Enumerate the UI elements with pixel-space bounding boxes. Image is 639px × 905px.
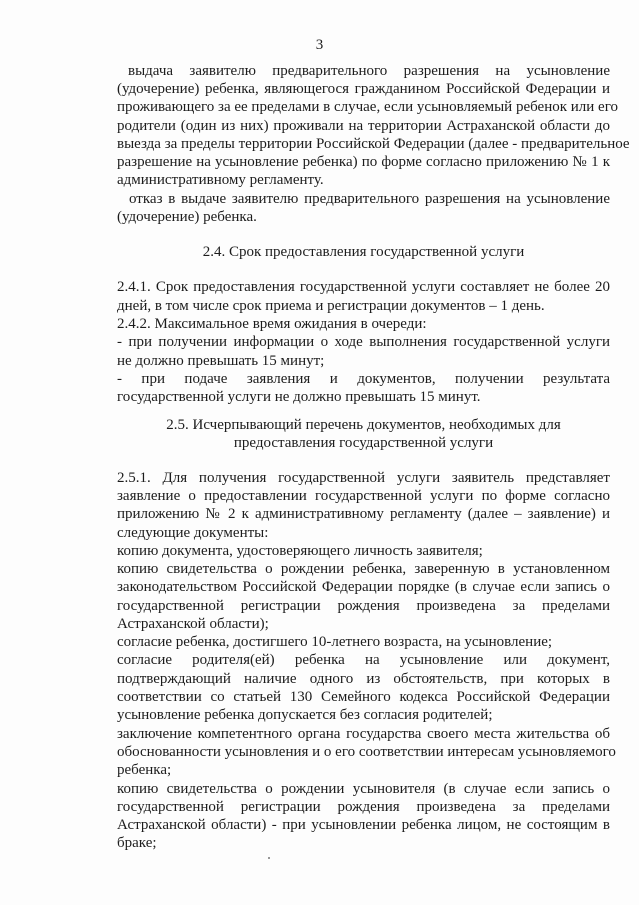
section-2-4-line-2: дней, в том числе срок приема и регистрации документов – 1 день. (117, 298, 545, 314)
section-2-5-line-15: заключение компетентного органа государства своего места жительства об (117, 726, 610, 742)
section-2-5-line-10: согласие ребенка, достигшего 10-летнего возраста, на усыновление; (117, 634, 553, 650)
section-2-4-line-3: 2.4.2. Максимальное время ожидания в очереди: (117, 316, 427, 332)
intro-line-3: проживающего за ее пределами в случае, если усыновляемый ребенок или его (117, 99, 618, 115)
intro-line-5: выезда за пределы территории Российской Федерации (далее - предварительное (117, 136, 630, 152)
section-2-5-line-11: согласие родителя(ей) ребенка на усыновление или документ, (117, 652, 610, 668)
intro-line-7: административному регламенту. (117, 172, 324, 188)
intro-line-9: (удочерение) ребенка. (117, 209, 257, 225)
intro-line-6: разрешение на усыновление ребенка) по форме согласно приложению № 1 к (117, 154, 610, 170)
section-2-5-heading-line-1: 2.5. Исчерпывающий перечень документов, необходимых для (166, 417, 561, 433)
section-2-5-line-1: 2.5.1. Для получения государственной услуги заявитель представляет (117, 470, 610, 486)
section-2-5-line-17: ребенка; (117, 762, 172, 778)
section-2-4-line-1: 2.4.1. Срок предоставления государственной услуги составляет не более 20 (117, 279, 610, 295)
section-2-5-line-7: законодательством Российской Федерации порядке (в случае если запись о (117, 579, 610, 595)
section-2-5-line-3: приложению № 2 к административному регламенту (далее – заявление) и (117, 506, 610, 522)
section-2-5-line-21: браке; (117, 835, 157, 851)
section-2-5-line-12: подтверждающий наличие одного из обстоятельств, при которых в (117, 671, 610, 687)
intro-line-4: родители (один из них) проживали на территории Астраханской области до (117, 118, 610, 134)
section-2-5-line-8: государственной регистрации рождения произведена за пределами (117, 598, 610, 614)
section-2-4-line-7: государственной услуги не должно превышать 15 минут. (117, 389, 481, 405)
section-2-5-line-19: государственной регистрации рождения произведена за пределами (117, 799, 610, 815)
section-2-5-line-2: заявление о предоставлении государственной услуги по форме согласно (117, 488, 610, 504)
section-2-4-line-4: - при получении информации о ходе выполнения государственной услуги (117, 334, 610, 350)
section-2-5-line-20: Астраханской области) - при усыновлении ребенка лицом, не состоящим в (117, 817, 610, 833)
section-2-5-line-16: обоснованности усыновления и о его соответствии интересам усыновляемого (117, 744, 616, 760)
section-2-4-line-5: не должно превышать 15 минут; (117, 353, 325, 369)
section-2-4-heading: 2.4. Срок предоставления государственной услуги (202, 244, 525, 260)
section-2-5-line-13: соответствии со статьей 130 Семейного кодекса Российской Федерации (117, 689, 610, 705)
section-2-5-line-5: копию документа, удостоверяющего личность заявителя; (117, 543, 483, 559)
scan-speck (268, 857, 270, 859)
section-2-5-line-4: следующие документы: (117, 525, 269, 541)
section-2-5-line-6: копию свидетельства о рождении ребенка, заверенную в установленном (117, 561, 610, 577)
section-2-5-line-18: копию свидетельства о рождении усыновителя (в случае если запись о (117, 781, 610, 797)
intro-line-2: (удочерение) ребенка, являющегося гражданином Российской Федерации и (117, 81, 610, 97)
intro-line-8: отказ в выдаче заявителю предварительного разрешения на усыновление (129, 191, 610, 207)
section-2-5-heading-line-2: предоставления государственной услуги (233, 435, 494, 451)
page-number: 3 (315, 37, 324, 53)
intro-line-1: выдача заявителю предварительного разрешения на усыновление (128, 63, 610, 79)
section-2-5-line-14: усыновление ребенка допускается без согласия родителей; (117, 707, 493, 723)
section-2-5-line-9: Астраханской области); (117, 616, 269, 632)
section-2-4-line-6: - при подаче заявления и документов, получении результата (117, 371, 610, 387)
